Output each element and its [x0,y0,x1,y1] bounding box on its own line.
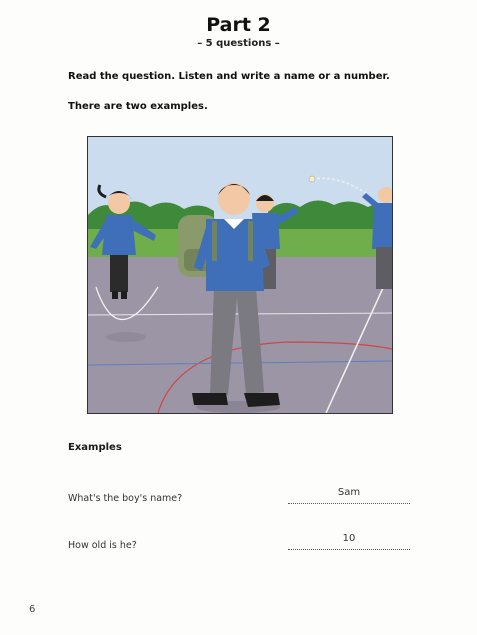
page-subtitle: – 5 questions – [197,38,280,49]
instruction-text: Read the question. Listen and write a name or a number. [68,71,390,82]
example-answer-2: 10 [342,533,356,544]
page-number: 6 [29,604,36,615]
example-answer-field-1[interactable] [288,489,410,504]
example-question-1: What's the boy's name? [68,493,183,504]
playground-illustration [87,136,393,414]
example-answer-field-2[interactable] [288,535,410,550]
example-answer-1: Sam [337,487,361,498]
page-title: Part 2 [206,14,271,36]
playground-scene [88,137,392,413]
examples-heading: Examples [68,442,122,453]
example-question-2: How old is he? [68,540,137,551]
examples-note: There are two examples. [68,101,208,112]
